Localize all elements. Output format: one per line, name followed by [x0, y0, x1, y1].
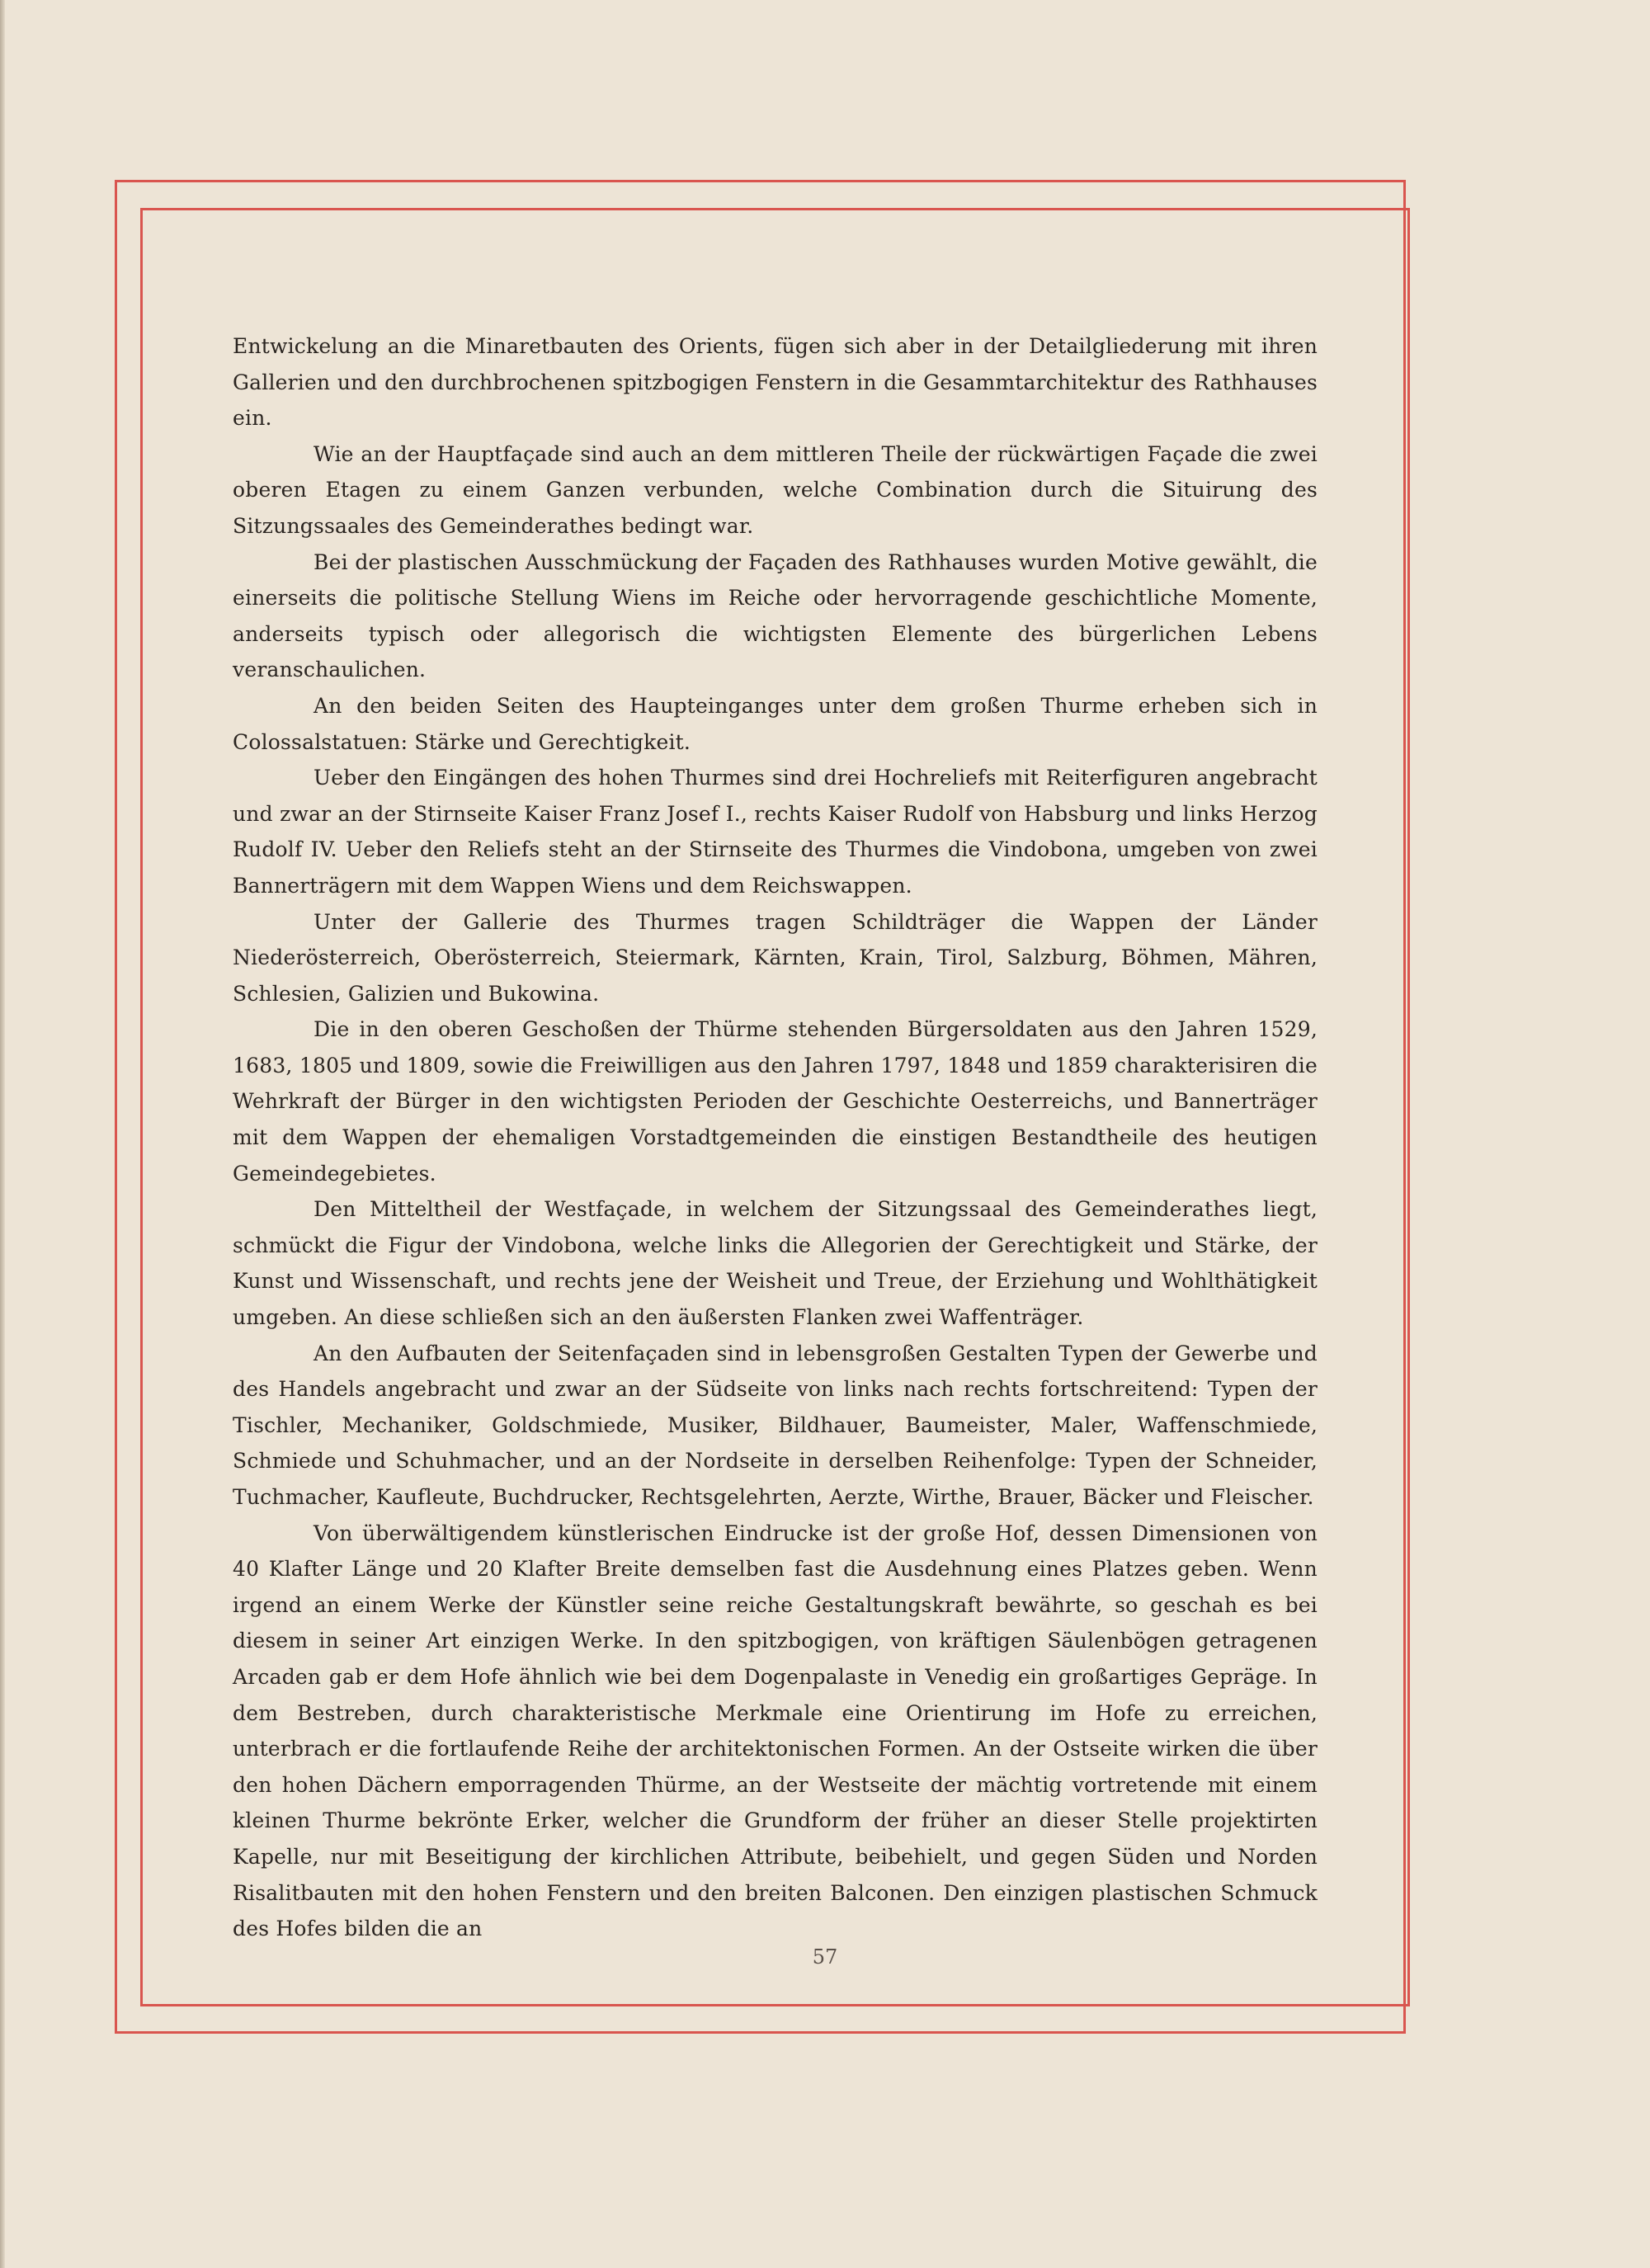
- paragraph-2: Wie an der Hauptfaçade sind auch an dem mittleren Theile der rückwärtigen Façade die zwei oberen Etagen zu einem Ganzen verbunden, welche Combination durch die Situirung des Sitzungssaales des Gemeinderathes bedingt war.: [233, 441, 1318, 538]
- paragraph-10: Von überwältigendem künstlerischen Eindrucke ist der große Hof, dessen Dimensionen von 40 Klafter Länge und 20 Klafter Breite demselben fast die Ausdehnung eines Platzes geben. Wenn irgend an einem Werke der Künstler seine reiche Gestaltungskraft bewährte, so geschah es bei diesem in seiner Art einzigen Werke. In den spitzbogigen, von kräftigen Säulenbögen getragenen Arcaden gab er dem Hofe ähnlich wie bei dem Dogenpalaste in Venedig ein großartiges Gepräge. In dem Bestreben, durch charakteristische Merkmale eine Orientirung im Hofe zu erreichen, unterbrach er die fortlaufende Reihe der architektonischen Formen. An der Ostseite wirken die über den hohen Dächern emporragenden Thürme, an der Westseite der mächtig vortretende mit einem kleinen Thurme bekrönte Erker, welcher die Grundform der früher an dieser Stelle projektirten Kapelle, nur mit Beseitigung der kirchlichen Attribute, beibehielt, und gegen Süden und Norden Risalitbauten mit den hohen Fenstern und den breiten Balconen. Den einzigen plastischen Schmuck des Hofes bilden die an: [233, 1521, 1318, 1941]
- paragraph-6: Unter der Gallerie des Thurmes tragen Schildträger die Wappen der Länder Niederösterreich, Oberösterreich, Steiermark, Kärnten, Krain, Tirol, Salzburg, Böhmen, Mähren, Schlesien, Galizien und Bukowina.: [233, 909, 1318, 1006]
- paragraph-8: Den Mitteltheil der Westfaçade, in welchem der Sitzungssaal des Gemeinderathes liegt, schmückt die Figur der Vindobona, welche links die Allegorien der Gerechtigkeit und Stärke, der Kunst und Wissenschaft, und rechts jene der Weisheit und Treue, der Erziehung und Wohlthätigkeit umgeben. An diese schließen sich an den äußersten Flanken zwei Waffenträger.: [233, 1197, 1318, 1330]
- paragraph-4: An den beiden Seiten des Haupteinganges unter dem großen Thurme erheben sich in Colossalstatuen: Stärke und Gerechtigkeit.: [233, 693, 1318, 754]
- paragraph-3: Bei der plastischen Ausschmückung der Façaden des Rathhauses wurden Motive gewählt, die einerseits die politische Stellung Wiens im Reiche oder hervorragende geschichtliche Momente, anderseits typisch oder allegorisch die wichtigsten Elemente des bürgerlichen Lebens veranschaulichen.: [233, 549, 1318, 682]
- paragraph-7: Die in den oberen Geschoßen der Thürme stehenden Bürgersoldaten aus den Jahren 1529, 1683, 1805 und 1809, sowie die Freiwilligen aus den Jahren 1797, 1848 und 1859 charakterisiren die Wehrkraft der Bürger in den wichtigsten Perioden der Geschichte Oesterreichs, und Bannerträger mit dem Wappen der ehemaligen Vorstadtgemeinden die einstigen Bestandtheile des heutigen Gemeindegebietes.: [233, 1017, 1318, 1186]
- paragraph-1: Entwickelung an die Minaretbauten des Orients, fügen sich aber in der Detailgliederung mit ihren Gallerien und den durchbrochenen spitzbogigen Fenstern in die Gesammtarchitektur des Rathhauses ein.: [233, 334, 1318, 431]
- body-text: [233, 328, 1318, 1947]
- page-edge: [0, 0, 5, 2268]
- page-number: 57: [812, 1945, 838, 1969]
- paragraph-5: Ueber den Eingängen des hohen Thurmes sind drei Hochreliefs mit Reiterfiguren angebracht und zwar an der Stirnseite Kaiser Franz Josef I., rechts Kaiser Rudolf von Habsburg und links Herzog Rudolf IV. Ueber den Reliefs steht an der Stirnseite des Thurmes die Vindobona, umgeben von zwei Bannerträgern mit dem Wappen Wiens und dem Reichswappen.: [233, 766, 1318, 898]
- paragraph-9: An den Aufbauten der Seitenfaçaden sind in lebensgroßen Gestalten Typen der Gewerbe und des Handels angebracht und zwar an der Südseite von links nach rechts fortschreitend: Typen der Tischler, Mechaniker, Goldschmiede, Musiker, Bildhauer, Baumeister, Maler, Waffenschmiede, Schmiede und Schuhmacher, und an der Nordseite in derselben Reihenfolge: Typen der Schneider, Tuchmacher, Kaufleute, Buchdrucker, Rechtsgelehrten, Aerzte, Wirthe, Brauer, Bäcker und Fleischer.: [233, 1341, 1318, 1509]
